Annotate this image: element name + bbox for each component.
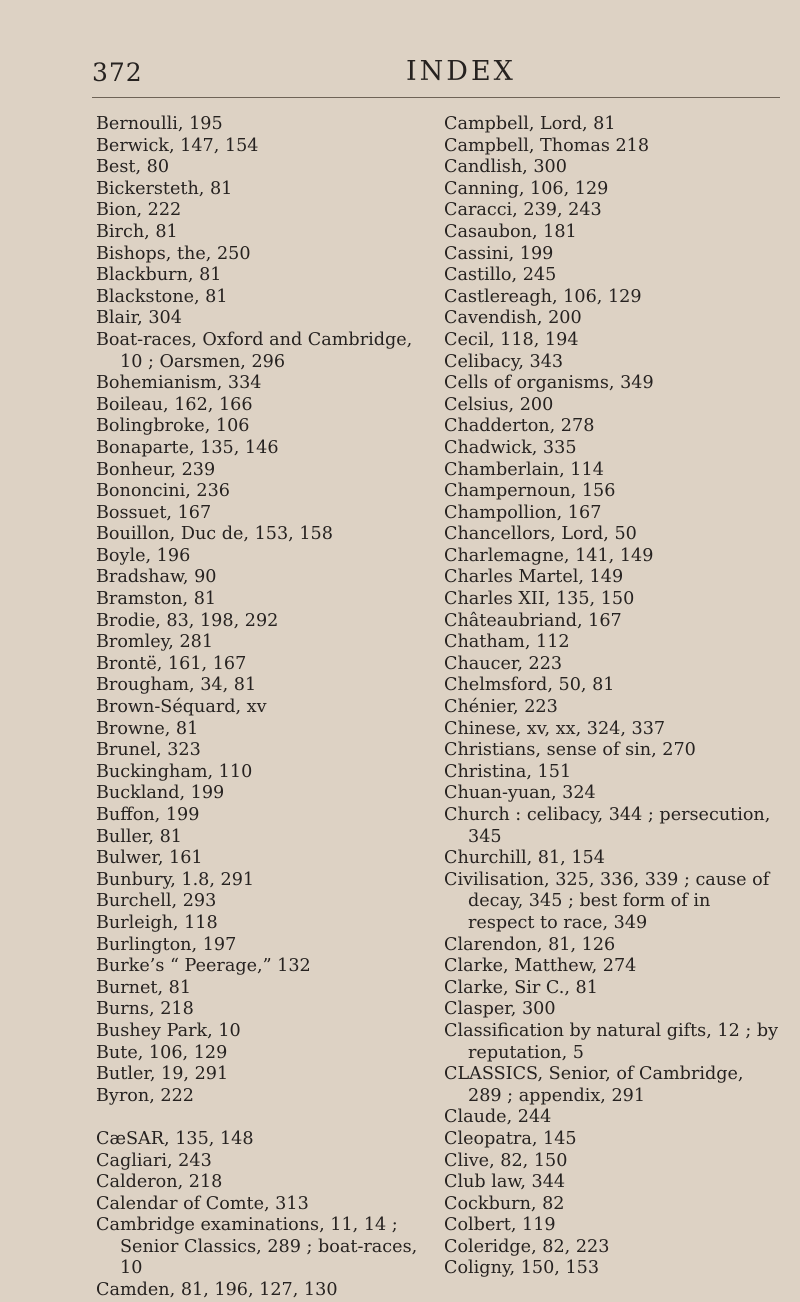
index-entry: Champernoun, 156 — [444, 481, 616, 502]
index-entry: Brunel, 323 — [96, 740, 201, 761]
index-entry: Brougham, 34, 81 — [96, 675, 257, 696]
index-entry: Burchell, 293 — [96, 891, 217, 912]
index-entry: Buller, 81 — [96, 826, 182, 847]
index-entry: CæSAR, 135, 148 — [96, 1128, 254, 1149]
index-entry: Coligny, 150, 153 — [444, 1258, 600, 1279]
index-entry: Byron, 222 — [96, 1085, 194, 1106]
index-entry: Blackstone, 81 — [96, 286, 228, 307]
index-entry: Burns, 218 — [96, 999, 194, 1020]
index-entry: Burlington, 197 — [96, 934, 237, 955]
index-column-left — [96, 114, 426, 1302]
index-entry: Castillo, 245 — [444, 265, 557, 286]
index-entry: Bonaparte, 135, 146 — [96, 437, 279, 458]
index-entry: Clarke, Sir C., 81 — [444, 977, 598, 998]
index-entry: Candlish, 300 — [444, 157, 567, 178]
index-entry: Clive, 82, 150 — [444, 1150, 568, 1171]
index-entry: Clarendon, 81, 126 — [444, 934, 616, 955]
index-entry: Champollion, 167 — [444, 502, 602, 523]
index-entry: Colbert, 119 — [444, 1215, 556, 1236]
index-entry: Brontë, 161, 167 — [96, 653, 247, 674]
index-entry: Churchill, 81, 154 — [444, 848, 605, 869]
index-entry: Coleridge, 82, 223 — [444, 1236, 610, 1257]
index-entry: Caracci, 239, 243 — [444, 200, 602, 221]
index-entry: Birch, 81 — [96, 221, 178, 242]
index-entry: Classification by natural gifts, 12 ; by reputation, 5 — [444, 1020, 779, 1063]
index-entry: Cambridge examinations, 11, 14 ; Senior Classics, 289 ; boat-races, 10 — [96, 1215, 418, 1279]
page-number: 372 — [92, 58, 143, 87]
index-entry: Best, 80 — [96, 157, 170, 178]
index-entry: Church : celibacy, 344 ; persecution, 345 — [444, 805, 771, 847]
index-entry: Christina, 151 — [444, 761, 572, 782]
index-entry: Campbell, Thomas 218 — [444, 135, 650, 156]
index-entry: Canning, 106, 129 — [444, 178, 609, 199]
index-entry: Chaucer, 223 — [444, 653, 563, 674]
index-entry: Châteaubriand, 167 — [444, 610, 622, 631]
index-entry: Buckland, 199 — [96, 783, 225, 804]
header-rule — [92, 97, 780, 98]
index-entry: Camden, 81, 196, 127, 130 — [96, 1280, 338, 1301]
index-entry: Boyle, 196 — [96, 545, 191, 566]
index-entry: Chadderton, 278 — [444, 416, 595, 437]
index-entry: Buckingham, 110 — [96, 761, 253, 782]
index-entry: Charlemagne, 141, 149 — [444, 545, 654, 566]
index-entry: Bernoulli, 195 — [96, 114, 223, 134]
index-entry: Celsius, 200 — [444, 394, 554, 415]
index-entry: Blackburn, 81 — [96, 265, 222, 286]
index-entry: Charles Martel, 149 — [444, 567, 624, 588]
index-entry: Chuan-yuan, 324 — [444, 783, 596, 804]
index-entry: Brodie, 83, 198, 292 — [96, 610, 279, 631]
index-entry: Cagliari, 243 — [96, 1150, 212, 1171]
index-entry: Chénier, 223 — [444, 697, 558, 718]
index-entry: Cecil, 118, 194 — [444, 329, 579, 350]
index-entry: Chancellors, Lord, 50 — [444, 524, 637, 545]
index-entry: Burleigh, 118 — [96, 912, 218, 933]
index-entry: Bishops, the, 250 — [96, 243, 251, 264]
index-entry: Chatham, 112 — [444, 632, 570, 653]
index-entry: Cavendish, 200 — [444, 308, 582, 329]
index-entry: Boileau, 162, 166 — [96, 394, 253, 415]
index-entry: Bradshaw, 90 — [96, 567, 217, 588]
index-entry: Blair, 304 — [96, 308, 182, 329]
index-entry: Chelmsford, 50, 81 — [444, 675, 615, 696]
index-entry: Bulwer, 161 — [96, 848, 203, 869]
running-head-title: INDEX — [406, 56, 516, 87]
index-entry: Bion, 222 — [96, 200, 182, 221]
index-entry: Bononcini, 236 — [96, 481, 230, 502]
page-header — [0, 48, 800, 88]
index-entry: Bromley, 281 — [96, 632, 214, 653]
index-entry: Cells of organisms, 349 — [444, 373, 654, 394]
index-entry: Buffon, 199 — [96, 805, 200, 825]
index-entry: Clarke, Matthew, 274 — [444, 956, 637, 977]
index-entry: Bonheur, 239 — [96, 459, 216, 480]
index-entry: Burnet, 81 — [96, 977, 192, 998]
index-column-right — [444, 114, 780, 1280]
index-entry: Burke’s “ Peerage,” 132 — [96, 956, 311, 977]
index-entry: Clasper, 300 — [444, 999, 556, 1020]
index-entry: Club law, 344 — [444, 1172, 566, 1193]
index-entry: Christians, sense of sin, 270 — [444, 740, 696, 761]
index-entry: Charles XII, 135, 150 — [444, 589, 635, 610]
index-entry: Campbell, Lord, 81 — [444, 114, 616, 134]
index-entry: Chinese, xv, xx, 324, 337 — [444, 718, 666, 739]
index-entry: Bolingbroke, 106 — [96, 416, 250, 437]
index-entry: Calendar of Comte, 313 — [96, 1193, 309, 1214]
index-entry: Celibacy, 343 — [444, 351, 564, 372]
index-entry: Cleopatra, 145 — [444, 1128, 577, 1149]
index-entry: Berwick, 147, 154 — [96, 135, 259, 156]
index-entry: Chadwick, 335 — [444, 437, 577, 458]
index-entry: Claude, 244 — [444, 1107, 552, 1128]
index-entry: CLASSICS, Senior, of Cambridge, 289 ; appendix, 291 — [444, 1064, 744, 1106]
index-entry: Bushey Park, 10 — [96, 1020, 241, 1041]
index-entry: Bossuet, 167 — [96, 502, 212, 523]
index-entry: Bohemianism, 334 — [96, 373, 262, 394]
index-entry: Calderon, 218 — [96, 1172, 223, 1193]
index-entry: Casaubon, 181 — [444, 221, 577, 242]
index-entry: Cassini, 199 — [444, 243, 554, 264]
index-entry: Butler, 19, 291 — [96, 1064, 229, 1085]
index-entry: Bouillon, Duc de, 153, 158 — [96, 524, 333, 545]
index-entry: Castlereagh, 106, 129 — [444, 286, 642, 307]
index-entry: Browne, 81 — [96, 718, 199, 739]
index-entry: Bickersteth, 81 — [96, 178, 233, 199]
index-entry: Bunbury, 1.8, 291 — [96, 869, 255, 890]
index-entry: Boat-races, Oxford and Cambridge, 10 ; Oarsmen, 296 — [96, 329, 413, 372]
index-entry: Bute, 106, 129 — [96, 1042, 228, 1063]
index-entry: Brown-Séquard, xv — [96, 697, 267, 718]
index-entry: Chamberlain, 114 — [444, 459, 604, 480]
index-entry: Civilisation, 325, 336, 339 ; cause of decay, 345 ; best form of in respect to race, 349 — [444, 869, 770, 933]
index-entry: Cockburn, 82 — [444, 1193, 565, 1214]
index-entry: Bramston, 81 — [96, 589, 217, 610]
